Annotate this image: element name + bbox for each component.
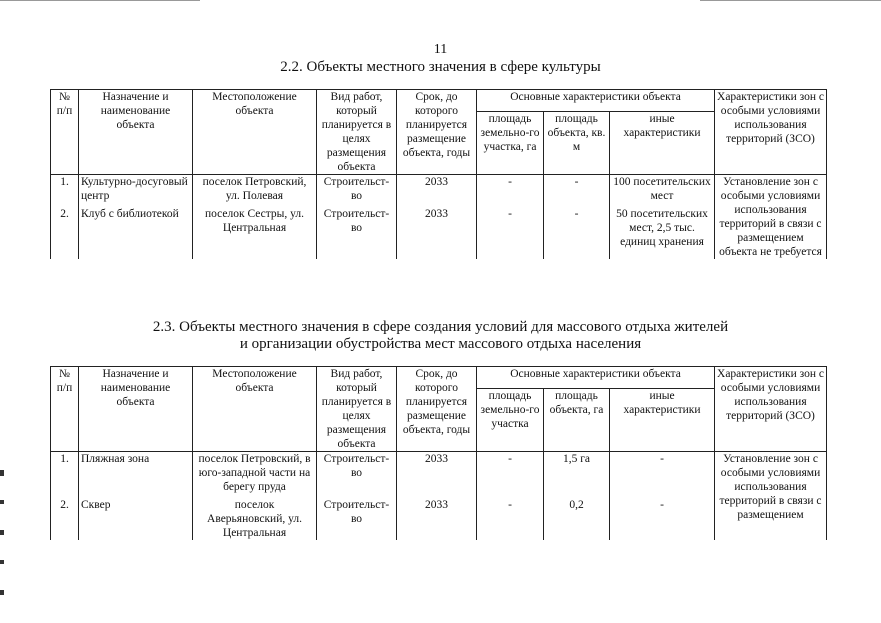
cell-num: 2.	[51, 494, 79, 540]
scan-top-line	[0, 0, 200, 1]
cell-location: поселок Аверьяновский, ул. Центральная	[193, 494, 317, 540]
recreation-objects-table	[50, 366, 827, 540]
header-land-area: площадь земельно-го участка	[477, 388, 544, 451]
cell-location: поселок Петровский, ул. Полевая	[193, 175, 317, 204]
header-object-area: площадь объекта, кв. м	[544, 111, 610, 174]
header-location: Местоположение объекта	[193, 90, 317, 175]
header-zones: Характеристики зон с особыми условиями использования территорий (ЗСО)	[715, 367, 827, 452]
cell-land: -	[477, 203, 544, 259]
cell-num: 1.	[51, 452, 79, 495]
header-purpose: Назначение и наименование объекта	[79, 90, 193, 175]
header-zones: Характеристики зон с особыми условиями использования территорий (ЗСО)	[715, 90, 827, 175]
cell-area: -	[544, 175, 610, 204]
cell-land: -	[477, 175, 544, 204]
scan-top-line-right	[700, 0, 881, 1]
cell-purpose: Сквер	[79, 494, 193, 540]
cell-num: 2.	[51, 203, 79, 259]
cell-zones: Установление зон с особыми условиями	[715, 175, 827, 204]
header-purpose: Назначение и наименование объекта	[79, 367, 193, 452]
cell-area: 1,5 га	[544, 452, 610, 495]
cell-land: -	[477, 452, 544, 495]
header-num: № п/п	[51, 90, 79, 175]
header-land-area: площадь земельно-го участка, га	[477, 111, 544, 174]
cell-work: Строительст-во	[317, 494, 397, 540]
cell-deadline: 2033	[397, 203, 477, 259]
header-main-characteristics: Основные характеристики объекта	[477, 367, 715, 389]
cell-work: Строительст-во	[317, 175, 397, 204]
cell-area: 0,2	[544, 494, 610, 540]
cell-other: 50 посетительских мест, 2,5 тыс. единиц хранения	[610, 203, 715, 259]
header-work-type: Вид работ, который планируется в целях размещения объекта	[317, 90, 397, 175]
header-other: иные характеристики	[610, 388, 715, 451]
cell-deadline: 2033	[397, 175, 477, 204]
cell-deadline: 2033	[397, 494, 477, 540]
header-object-area: площадь объекта, га	[544, 388, 610, 451]
cell-other: -	[610, 494, 715, 540]
cell-work: Строительст-во	[317, 452, 397, 495]
section-title-line: и организации обустройства мест массового отдыха населения	[239, 336, 642, 352]
section-title-culture: 2.2. Объекты местного значения в сфере культуры	[280, 59, 601, 75]
scan-edge-mark	[0, 560, 4, 564]
cell-location: поселок Петровский, в юго-западной части на берегу пруда	[193, 452, 317, 495]
scan-edge-mark	[0, 470, 4, 476]
table-row	[51, 175, 827, 204]
cell-deadline: 2033	[397, 452, 477, 495]
table-row	[51, 452, 827, 495]
header-location: Местоположение объекта	[193, 367, 317, 452]
section-title-recreation	[0, 319, 881, 353]
cell-purpose: Клуб с библиотекой	[79, 203, 193, 259]
cell-other: -	[610, 452, 715, 495]
table-row	[51, 494, 827, 540]
page-number: 11	[433, 42, 448, 57]
header-work-type: Вид работ, который планируется в целях размещения объекта	[317, 367, 397, 452]
header-deadline: Срок, до которого планируется размещение объекта, годы	[397, 90, 477, 175]
table-row	[51, 203, 827, 259]
cell-zones: Установление зон с особыми условиями использования	[715, 452, 827, 495]
cell-location: поселок Сестры, ул. Центральная	[193, 203, 317, 259]
scan-edge-mark	[0, 530, 4, 535]
cell-purpose: Пляжная зона	[79, 452, 193, 495]
cell-work: Строительст-во	[317, 203, 397, 259]
cell-zones: территорий в связи с размещением	[715, 494, 827, 540]
header-main-characteristics: Основные характеристики объекта	[477, 90, 715, 112]
cell-other: 100 посетительских мест	[610, 175, 715, 204]
culture-objects-table	[50, 89, 827, 259]
header-num: № п/п	[51, 367, 79, 452]
cell-land: -	[477, 494, 544, 540]
section-title-line: 2.3. Объекты местного значения в сфере создания условий для массового отдыха жителей	[152, 319, 729, 335]
scan-edge-mark	[0, 500, 4, 504]
header-deadline: Срок, до которого планируется размещение объекта, годы	[397, 367, 477, 452]
cell-num: 1.	[51, 175, 79, 204]
cell-purpose: Культурно-досуговый центр	[79, 175, 193, 204]
cell-area: -	[544, 203, 610, 259]
cell-zones: использования территорий в связи с размещением объекта не требуется	[715, 203, 827, 259]
scan-edge-mark	[0, 590, 4, 595]
header-other: иные характеристики	[610, 111, 715, 174]
